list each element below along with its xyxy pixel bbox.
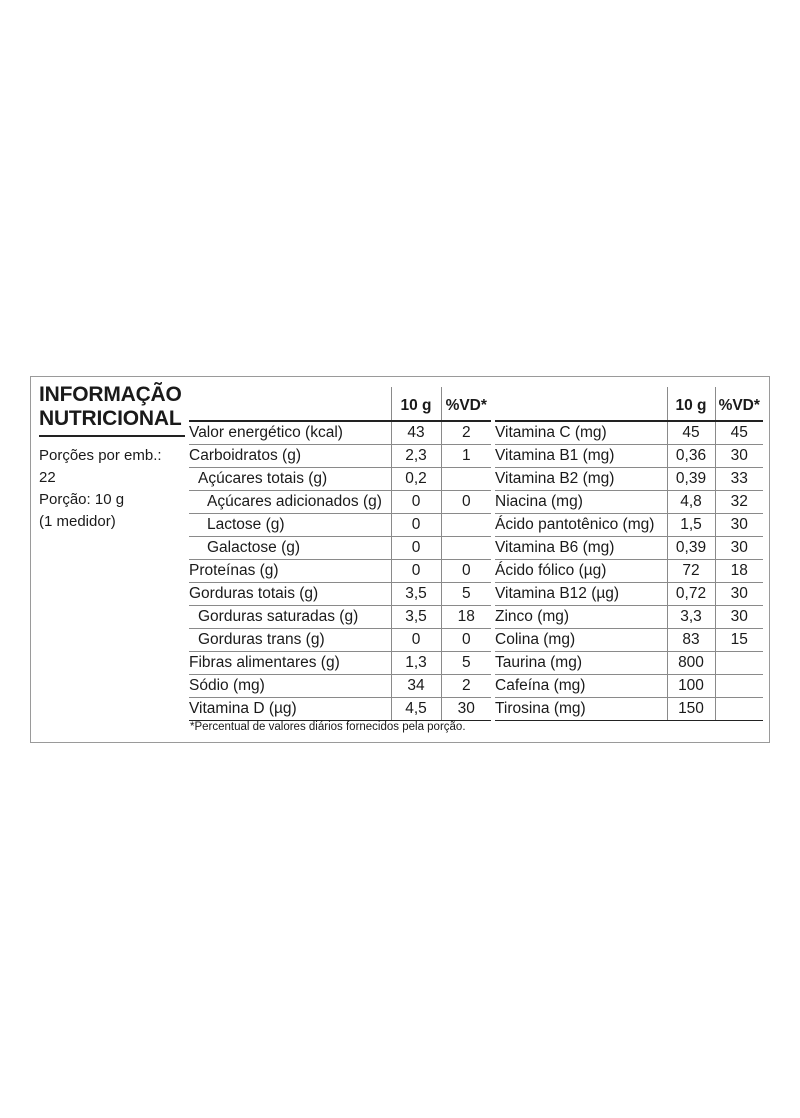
nutrient-dv: 5 <box>441 583 491 606</box>
nutrient-amount: 0 <box>391 491 441 514</box>
table-row <box>189 629 491 652</box>
table-row <box>495 421 763 445</box>
table-row <box>495 560 763 583</box>
nutrient-name: Valor energético (kcal) <box>189 421 391 445</box>
nutrient-dv <box>715 698 763 721</box>
header-dv: %VD* <box>441 387 491 421</box>
nutrient-dv: 18 <box>441 606 491 629</box>
nutrient-dv: 33 <box>715 468 763 491</box>
nutrient-dv: 0 <box>441 491 491 514</box>
nutrient-amount: 4,5 <box>391 698 441 721</box>
nutrient-amount: 3,3 <box>667 606 715 629</box>
nutrient-amount: 1,5 <box>667 514 715 537</box>
table-row <box>495 445 763 468</box>
header-amount: 10 g <box>667 387 715 421</box>
nutrient-name: Gorduras totais (g) <box>189 583 391 606</box>
nutrient-name: Ácido pantotênico (mg) <box>495 514 667 537</box>
nutrient-dv: 30 <box>715 583 763 606</box>
nutrient-amount: 1,3 <box>391 652 441 675</box>
table-row <box>189 514 491 537</box>
nutrient-name: Lactose (g) <box>189 514 391 537</box>
nutrient-dv: 1 <box>441 445 491 468</box>
nutrient-dv: 2 <box>441 421 491 445</box>
header-amount: 10 g <box>391 387 441 421</box>
nutrient-name: Carboidratos (g) <box>189 445 391 468</box>
table-row <box>189 537 491 560</box>
nutrient-dv: 18 <box>715 560 763 583</box>
nutrient-amount: 45 <box>667 421 715 445</box>
header-nutrient <box>189 387 391 421</box>
nutrient-dv: 5 <box>441 652 491 675</box>
nutrient-amount: 34 <box>391 675 441 698</box>
nutrient-dv <box>441 537 491 560</box>
nutrient-amount: 800 <box>667 652 715 675</box>
table-row <box>495 675 763 698</box>
nutrient-amount: 4,8 <box>667 491 715 514</box>
table-row <box>189 560 491 583</box>
title-line-2: NUTRICIONAL <box>39 407 182 430</box>
nutrient-name: Gorduras saturadas (g) <box>189 606 391 629</box>
nutrient-table-right <box>495 387 763 721</box>
nutrient-amount: 0,36 <box>667 445 715 468</box>
nutrient-dv: 15 <box>715 629 763 652</box>
table-row <box>495 583 763 606</box>
table-header-row <box>189 387 491 421</box>
nutrient-dv <box>715 652 763 675</box>
nutrient-amount: 0,72 <box>667 583 715 606</box>
nutrient-amount: 0,39 <box>667 468 715 491</box>
nutrient-name: Ácido fólico (µg) <box>495 560 667 583</box>
table-row <box>189 468 491 491</box>
nutrient-name: Vitamina B1 (mg) <box>495 445 667 468</box>
nutrient-dv <box>441 514 491 537</box>
nutrient-name: Açúcares totais (g) <box>189 468 391 491</box>
portion-detail: (1 medidor) <box>39 513 116 530</box>
table-row <box>189 675 491 698</box>
nutrient-name: Zinco (mg) <box>495 606 667 629</box>
nutrient-dv: 45 <box>715 421 763 445</box>
nutrient-dv <box>715 675 763 698</box>
nutrient-table-left <box>189 387 491 721</box>
header-dv: %VD* <box>715 387 763 421</box>
table-row <box>189 583 491 606</box>
nutrient-dv: 0 <box>441 560 491 583</box>
nutrient-amount: 150 <box>667 698 715 721</box>
title-line-1: INFORMAÇÃO <box>39 383 182 406</box>
nutrition-facts-panel <box>30 376 770 743</box>
table-row <box>495 606 763 629</box>
table-header-row <box>495 387 763 421</box>
table-row <box>189 491 491 514</box>
footnote: *Percentual de valores diários fornecidos pela porção. <box>190 721 466 733</box>
table-row <box>189 652 491 675</box>
nutrient-amount: 0 <box>391 629 441 652</box>
nutrient-name: Vitamina B12 (µg) <box>495 583 667 606</box>
table-row <box>495 698 763 721</box>
nutrient-name: Fibras alimentares (g) <box>189 652 391 675</box>
nutrient-dv: 30 <box>715 445 763 468</box>
table-row <box>189 445 491 468</box>
nutrient-name: Niacina (mg) <box>495 491 667 514</box>
nutrient-name: Sódio (mg) <box>189 675 391 698</box>
nutrient-name: Vitamina B2 (mg) <box>495 468 667 491</box>
nutrient-dv: 30 <box>715 537 763 560</box>
nutrient-amount: 0 <box>391 560 441 583</box>
nutrient-dv: 30 <box>715 514 763 537</box>
table-row <box>495 491 763 514</box>
header-nutrient <box>495 387 667 421</box>
nutrient-amount: 0 <box>391 537 441 560</box>
serving-info <box>39 445 187 533</box>
table-row <box>495 468 763 491</box>
table-row <box>495 537 763 560</box>
servings-value: 22 <box>39 469 56 486</box>
nutrient-amount: 2,3 <box>391 445 441 468</box>
nutrient-name: Proteínas (g) <box>189 560 391 583</box>
nutrient-name: Cafeína (mg) <box>495 675 667 698</box>
table-row <box>189 698 491 721</box>
nutrient-dv: 30 <box>441 698 491 721</box>
nutrient-name: Açúcares adicionados (g) <box>189 491 391 514</box>
nutrient-dv <box>441 468 491 491</box>
table-row <box>495 652 763 675</box>
nutrient-amount: 3,5 <box>391 583 441 606</box>
table-row <box>495 629 763 652</box>
table-row <box>495 514 763 537</box>
panel-left-column <box>39 383 187 533</box>
nutrient-dv: 2 <box>441 675 491 698</box>
nutrient-amount: 43 <box>391 421 441 445</box>
nutrient-amount: 83 <box>667 629 715 652</box>
nutrient-name: Vitamina B6 (mg) <box>495 537 667 560</box>
portion-label: Porção: 10 g <box>39 491 125 508</box>
panel-title <box>39 383 185 437</box>
nutrient-dv: 0 <box>441 629 491 652</box>
nutrient-name: Taurina (mg) <box>495 652 667 675</box>
nutrient-name: Vitamina C (mg) <box>495 421 667 445</box>
nutrient-amount: 100 <box>667 675 715 698</box>
nutrient-name: Tirosina (mg) <box>495 698 667 721</box>
nutrient-amount: 0,39 <box>667 537 715 560</box>
nutrient-name: Colina (mg) <box>495 629 667 652</box>
nutrient-dv: 32 <box>715 491 763 514</box>
nutrient-amount: 3,5 <box>391 606 441 629</box>
nutrient-dv: 30 <box>715 606 763 629</box>
nutrient-name: Vitamina D (µg) <box>189 698 391 721</box>
nutrient-amount: 72 <box>667 560 715 583</box>
nutrient-amount: 0,2 <box>391 468 441 491</box>
nutrient-amount: 0 <box>391 514 441 537</box>
servings-label: Porções por emb.: <box>39 447 162 464</box>
table-row <box>189 421 491 445</box>
nutrient-name: Galactose (g) <box>189 537 391 560</box>
table-row <box>189 606 491 629</box>
nutrient-name: Gorduras trans (g) <box>189 629 391 652</box>
